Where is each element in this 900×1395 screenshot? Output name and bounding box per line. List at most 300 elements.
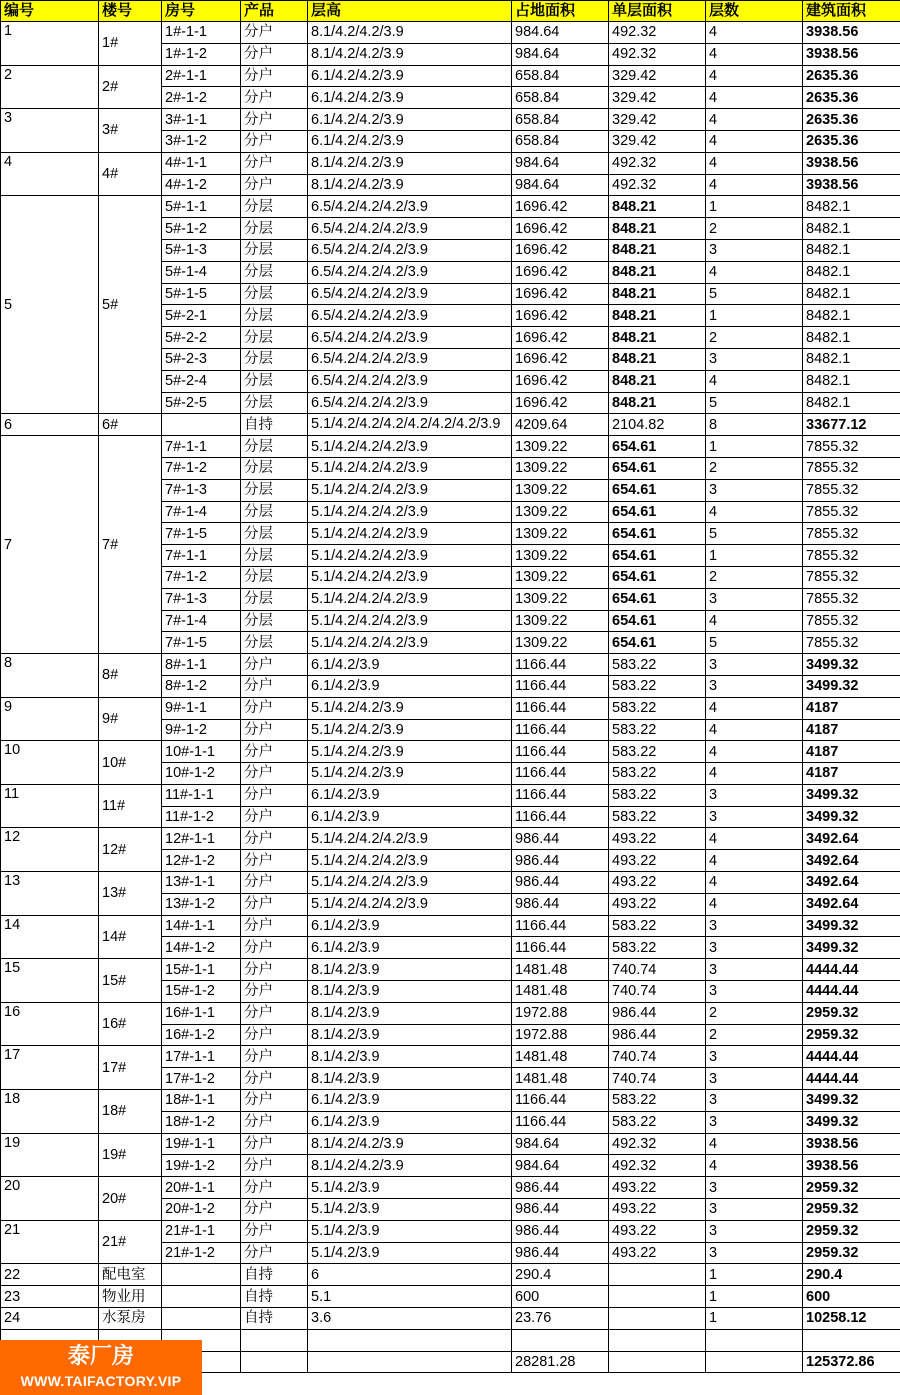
cell-room: 7#-1-1 xyxy=(162,545,241,567)
cell-product: 自持 xyxy=(241,1286,308,1308)
cell-floors: 3 xyxy=(706,1046,803,1068)
cell-product: 分层 xyxy=(241,218,308,240)
cell-floor-height: 6.5/4.2/4.2/4.2/3.9 xyxy=(308,283,512,305)
cell-floor-area: 848.21 xyxy=(609,283,706,305)
header-room: 房号 xyxy=(162,1,241,22)
cell-floor-area: 654.61 xyxy=(609,632,706,654)
cell-land-area: 1696.42 xyxy=(512,348,609,370)
cell-building-area: 8482.1 xyxy=(803,348,900,370)
cell-building-area: 3938.56 xyxy=(803,22,900,44)
cell-product: 分户 xyxy=(241,1002,308,1024)
cell-floor-height: 5.1/4.2/3.9 xyxy=(308,1220,512,1242)
cell-floor-area: 654.61 xyxy=(609,523,706,545)
cell-land-area: 1309.22 xyxy=(512,588,609,610)
cell-land-area: 658.84 xyxy=(512,130,609,152)
cell-building-area: 7855.32 xyxy=(803,610,900,632)
table-row xyxy=(1,784,900,806)
cell-product: 分户 xyxy=(241,1242,308,1264)
cell-land-area: 1481.48 xyxy=(512,959,609,981)
cell-building-area: 4444.44 xyxy=(803,1046,900,1068)
cell-building-area: 7855.32 xyxy=(803,436,900,458)
cell-floor-area: 2104.82 xyxy=(609,414,706,436)
cell-product: 分户 xyxy=(241,1090,308,1112)
cell-floors: 3 xyxy=(706,937,803,959)
cell-building-area: 3499.32 xyxy=(803,784,900,806)
cell-floor-height: 5.1/4.2/4.2/4.2/4.2/4.2/4.2/3.9 xyxy=(308,414,512,436)
cell-floors: 4 xyxy=(706,872,803,894)
cell-building: 3# xyxy=(99,109,162,153)
cell-product: 分户 xyxy=(241,654,308,676)
cell-building-area: 3499.32 xyxy=(803,806,900,828)
cell-floor-height: 5.1/4.2/4.2/3.9 xyxy=(308,697,512,719)
cell-floor-height: 5.1/4.2/4.2/3.9 xyxy=(308,741,512,763)
cell-no: 13 xyxy=(1,872,99,916)
cell-floor-height: 8.1/4.2/4.2/3.9 xyxy=(308,22,512,44)
cell-floor-height: 6 xyxy=(308,1264,512,1286)
cell-product: 自持 xyxy=(241,1264,308,1286)
cell-floor-height: 6.1/4.2/3.9 xyxy=(308,806,512,828)
cell-floor-area: 583.22 xyxy=(609,937,706,959)
cell-product: 分层 xyxy=(241,566,308,588)
table-row xyxy=(1,1220,900,1242)
cell-floor-height: 5.1/4.2/4.2/4.2/3.9 xyxy=(308,457,512,479)
cell-floor-height: 8.1/4.2/3.9 xyxy=(308,1068,512,1090)
cell-product: 分户 xyxy=(241,763,308,785)
cell-land-area: 984.64 xyxy=(512,1155,609,1177)
cell-floor-area xyxy=(609,1308,706,1330)
cell-floor-height: 6.5/4.2/4.2/4.2/3.9 xyxy=(308,370,512,392)
cell-building: 物业用 xyxy=(99,1286,162,1308)
cell-building-area: 3499.32 xyxy=(803,675,900,697)
cell-land-area: 1309.22 xyxy=(512,457,609,479)
cell-floor-height: 8.1/4.2/4.2/3.9 xyxy=(308,1133,512,1155)
cell-floors: 3 xyxy=(706,588,803,610)
cell-no: 19 xyxy=(1,1133,99,1177)
cell-room: 20#-1-2 xyxy=(162,1199,241,1221)
cell-land-area: 1166.44 xyxy=(512,654,609,676)
cell-floors: 1 xyxy=(706,196,803,218)
cell-floor-height: 6.5/4.2/4.2/4.2/3.9 xyxy=(308,218,512,240)
table-row xyxy=(1,654,900,676)
table-row xyxy=(1,1286,900,1308)
cell-no: 22 xyxy=(1,1264,99,1286)
cell-floor-height: 6.1/4.2/3.9 xyxy=(308,1090,512,1112)
cell-floor-area xyxy=(609,1264,706,1286)
cell-floors: 1 xyxy=(706,1308,803,1330)
cell-no: 17 xyxy=(1,1046,99,1090)
cell-building: 12# xyxy=(99,828,162,872)
cell-building-area: 3492.64 xyxy=(803,893,900,915)
cell-building-area: 2959.32 xyxy=(803,1199,900,1221)
cell-no: 12 xyxy=(1,828,99,872)
cell-land-area: 290.4 xyxy=(512,1264,609,1286)
cell-no: 4 xyxy=(1,152,99,196)
cell-land-area: 23.76 xyxy=(512,1308,609,1330)
cell-floors: 3 xyxy=(706,1068,803,1090)
cell-building-area: 2959.32 xyxy=(803,1177,900,1199)
cell-building: 1# xyxy=(99,22,162,66)
cell-floors: 2 xyxy=(706,218,803,240)
cell-building-area: 4187 xyxy=(803,697,900,719)
cell-floor-area: 654.61 xyxy=(609,588,706,610)
cell-land-area: 986.44 xyxy=(512,872,609,894)
cell-land-area: 986.44 xyxy=(512,1177,609,1199)
cell-building-area: 3938.56 xyxy=(803,43,900,65)
cell-land-area: 986.44 xyxy=(512,828,609,850)
cell-land-area: 1309.22 xyxy=(512,632,609,654)
cell-floors: 5 xyxy=(706,632,803,654)
table-row xyxy=(1,152,900,174)
cell-floor-height: 6.5/4.2/4.2/4.2/3.9 xyxy=(308,239,512,261)
cell-product: 分户 xyxy=(241,174,308,196)
cell-product: 分层 xyxy=(241,327,308,349)
cell-no: 15 xyxy=(1,959,99,1003)
cell-no: 20 xyxy=(1,1177,99,1221)
cell-floor-height: 6.1/4.2/3.9 xyxy=(308,784,512,806)
cell-floor-area: 493.22 xyxy=(609,1177,706,1199)
cell-product: 分层 xyxy=(241,196,308,218)
cell-room: 16#-1-1 xyxy=(162,1002,241,1024)
cell-floors xyxy=(706,1351,803,1373)
cell-product: 分户 xyxy=(241,915,308,937)
cell-building-area: 7855.32 xyxy=(803,501,900,523)
cell-no: 9 xyxy=(1,697,99,741)
cell-building-area: 8482.1 xyxy=(803,327,900,349)
cell-building: 4# xyxy=(99,152,162,196)
header-row xyxy=(1,1,900,22)
cell-building-area: 4444.44 xyxy=(803,1068,900,1090)
cell-floor-area: 654.61 xyxy=(609,501,706,523)
cell-floor-area: 848.21 xyxy=(609,196,706,218)
cell-product: 分层 xyxy=(241,545,308,567)
cell-floor-height: 5.1/4.2/4.2/4.2/3.9 xyxy=(308,566,512,588)
cell-floor-area: 329.42 xyxy=(609,87,706,109)
cell-no: 5 xyxy=(1,196,99,414)
cell-floor-area: 329.42 xyxy=(609,130,706,152)
cell-floor-height: 5.1/4.2/4.2/4.2/3.9 xyxy=(308,828,512,850)
cell-land-area: 1309.22 xyxy=(512,479,609,501)
cell-floors: 4 xyxy=(706,370,803,392)
cell-floor-height: 5.1/4.2/4.2/4.2/3.9 xyxy=(308,436,512,458)
cell-room: 7#-1-4 xyxy=(162,501,241,523)
cell-building-area: 8482.1 xyxy=(803,392,900,414)
cell-land-area: 1166.44 xyxy=(512,719,609,741)
cell-product: 分户 xyxy=(241,872,308,894)
cell-land-area: 4209.64 xyxy=(512,414,609,436)
cell-building: 9# xyxy=(99,697,162,741)
cell-product xyxy=(241,1329,308,1351)
cell-floor-area: 583.22 xyxy=(609,1111,706,1133)
cell-product xyxy=(241,1351,308,1373)
cell-no: 2 xyxy=(1,65,99,109)
cell-no: 7 xyxy=(1,436,99,654)
cell-building: 6# xyxy=(99,414,162,436)
cell-floors: 3 xyxy=(706,239,803,261)
cell-building-area: 8482.1 xyxy=(803,196,900,218)
cell-floors: 4 xyxy=(706,22,803,44)
cell-land-area: 1166.44 xyxy=(512,784,609,806)
cell-floors: 4 xyxy=(706,501,803,523)
cell-product: 分户 xyxy=(241,1133,308,1155)
cell-floor-area xyxy=(609,1329,706,1351)
cell-floor-area: 583.22 xyxy=(609,654,706,676)
cell-no: 18 xyxy=(1,1090,99,1134)
cell-land-area: 1696.42 xyxy=(512,218,609,240)
cell-room: 5#-2-3 xyxy=(162,348,241,370)
cell-building-area: 125372.86 xyxy=(803,1351,900,1373)
cell-room: 14#-1-2 xyxy=(162,937,241,959)
cell-building-area: 2635.36 xyxy=(803,87,900,109)
cell-land-area: 1166.44 xyxy=(512,915,609,937)
cell-building: 16# xyxy=(99,1002,162,1046)
cell-building: 20# xyxy=(99,1177,162,1221)
cell-no: 10 xyxy=(1,741,99,785)
cell-building-area: 600 xyxy=(803,1286,900,1308)
table-row xyxy=(1,1177,900,1199)
cell-building-area: 4444.44 xyxy=(803,981,900,1003)
cell-floors: 3 xyxy=(706,1220,803,1242)
cell-room: 1#-1-1 xyxy=(162,22,241,44)
cell-floors: 3 xyxy=(706,348,803,370)
cell-building-area: 7855.32 xyxy=(803,523,900,545)
cell-floor-area: 493.22 xyxy=(609,1242,706,1264)
cell-floor-area: 583.22 xyxy=(609,719,706,741)
cell-product: 分户 xyxy=(241,1177,308,1199)
cell-no: 16 xyxy=(1,1002,99,1046)
cell-land-area: 658.84 xyxy=(512,109,609,131)
cell-room: 7#-1-5 xyxy=(162,632,241,654)
cell-land-area: 1309.22 xyxy=(512,501,609,523)
cell-building-area: 2959.32 xyxy=(803,1242,900,1264)
cell-building-area: 4187 xyxy=(803,719,900,741)
cell-floors: 4 xyxy=(706,1133,803,1155)
cell-floor-height: 6.5/4.2/4.2/4.2/3.9 xyxy=(308,327,512,349)
cell-floor-area xyxy=(609,1286,706,1308)
cell-floor-area: 848.21 xyxy=(609,392,706,414)
cell-floors: 1 xyxy=(706,436,803,458)
cell-room: 19#-1-2 xyxy=(162,1155,241,1177)
cell-floor-area: 848.21 xyxy=(609,261,706,283)
cell-room: 17#-1-1 xyxy=(162,1046,241,1068)
cell-floor-height: 6.5/4.2/4.2/4.2/3.9 xyxy=(308,348,512,370)
cell-building-area: 7855.32 xyxy=(803,457,900,479)
cell-room: 14#-1-1 xyxy=(162,915,241,937)
cell-floor-area: 740.74 xyxy=(609,959,706,981)
cell-floor-height: 6.1/4.2/4.2/3.9 xyxy=(308,130,512,152)
cell-building: 15# xyxy=(99,959,162,1003)
cell-floor-area: 583.22 xyxy=(609,697,706,719)
cell-land-area: 986.44 xyxy=(512,1220,609,1242)
cell-room: 21#-1-2 xyxy=(162,1242,241,1264)
cell-room: 2#-1-2 xyxy=(162,87,241,109)
header-no: 编号 xyxy=(1,1,99,22)
cell-land-area: 1166.44 xyxy=(512,937,609,959)
cell-land-area: 984.64 xyxy=(512,1133,609,1155)
cell-room: 18#-1-1 xyxy=(162,1090,241,1112)
cell-floor-area: 493.22 xyxy=(609,1199,706,1221)
cell-building-area: 8482.1 xyxy=(803,261,900,283)
cell-building-area: 3492.64 xyxy=(803,872,900,894)
table-row xyxy=(1,1002,900,1024)
cell-room: 5#-1-4 xyxy=(162,261,241,283)
cell-floors: 3 xyxy=(706,806,803,828)
cell-product: 分户 xyxy=(241,697,308,719)
cell-floors: 8 xyxy=(706,414,803,436)
cell-floors: 3 xyxy=(706,915,803,937)
cell-product: 分层 xyxy=(241,588,308,610)
cell-land-area: 1166.44 xyxy=(512,675,609,697)
table-row xyxy=(1,1133,900,1155)
cell-room: 10#-1-2 xyxy=(162,763,241,785)
cell-floor-area: 492.32 xyxy=(609,43,706,65)
header-floors: 层数 xyxy=(706,1,803,22)
cell-floor-area: 986.44 xyxy=(609,1002,706,1024)
cell-room: 8#-1-2 xyxy=(162,675,241,697)
cell-floor-area: 740.74 xyxy=(609,1046,706,1068)
cell-product: 分层 xyxy=(241,501,308,523)
cell-floor-height: 8.1/4.2/3.9 xyxy=(308,1002,512,1024)
cell-product: 分户 xyxy=(241,43,308,65)
cell-land-area: 984.64 xyxy=(512,152,609,174)
cell-room: 7#-1-3 xyxy=(162,588,241,610)
cell-building-area: 3938.56 xyxy=(803,1155,900,1177)
cell-building-area: 3938.56 xyxy=(803,152,900,174)
cell-product: 分户 xyxy=(241,109,308,131)
cell-building: 7# xyxy=(99,436,162,654)
table-row xyxy=(1,22,900,44)
cell-building-area: 3499.32 xyxy=(803,1111,900,1133)
cell-building-area: 2959.32 xyxy=(803,1220,900,1242)
table-row xyxy=(1,959,900,981)
cell-no: 8 xyxy=(1,654,99,698)
cell-room: 16#-1-2 xyxy=(162,1024,241,1046)
cell-floor-height: 8.1/4.2/3.9 xyxy=(308,1024,512,1046)
cell-building-area xyxy=(803,1329,900,1351)
header-product: 产品 xyxy=(241,1,308,22)
cell-land-area: 1696.42 xyxy=(512,239,609,261)
cell-building-area: 3938.56 xyxy=(803,1133,900,1155)
cell-floors: 1 xyxy=(706,305,803,327)
cell-product: 分户 xyxy=(241,65,308,87)
table-row xyxy=(1,436,900,458)
cell-land-area: 658.84 xyxy=(512,65,609,87)
cell-floor-area: 848.21 xyxy=(609,370,706,392)
cell-building-area: 7855.32 xyxy=(803,566,900,588)
cell-building-area: 3492.64 xyxy=(803,850,900,872)
cell-floor-area: 848.21 xyxy=(609,218,706,240)
cell-floors: 5 xyxy=(706,392,803,414)
cell-room: 11#-1-2 xyxy=(162,806,241,828)
cell-floor-height: 8.1/4.2/3.9 xyxy=(308,981,512,1003)
cell-room: 12#-1-2 xyxy=(162,850,241,872)
cell-floor-height xyxy=(308,1351,512,1373)
cell-floor-area: 583.22 xyxy=(609,915,706,937)
cell-floor-height: 8.1/4.2/4.2/3.9 xyxy=(308,1155,512,1177)
cell-land-area: 1309.22 xyxy=(512,610,609,632)
cell-room xyxy=(162,414,241,436)
cell-product: 分层 xyxy=(241,348,308,370)
cell-floor-height: 6.1/4.2/4.2/3.9 xyxy=(308,87,512,109)
cell-floor-area: 493.22 xyxy=(609,1220,706,1242)
cell-building-area: 2635.36 xyxy=(803,130,900,152)
cell-land-area: 1166.44 xyxy=(512,806,609,828)
cell-land-area: 1696.42 xyxy=(512,370,609,392)
cell-land-area: 28281.28 xyxy=(512,1351,609,1373)
cell-floor-height: 5.1/4.2/4.2/4.2/3.9 xyxy=(308,893,512,915)
cell-product: 分层 xyxy=(241,479,308,501)
cell-floor-area: 492.32 xyxy=(609,1133,706,1155)
cell-floor-height: 6.5/4.2/4.2/4.2/3.9 xyxy=(308,305,512,327)
cell-floors: 4 xyxy=(706,697,803,719)
cell-floor-height: 8.1/4.2/4.2/3.9 xyxy=(308,43,512,65)
cell-floors: 3 xyxy=(706,959,803,981)
cell-room: 7#-1-1 xyxy=(162,436,241,458)
cell-room xyxy=(162,1286,241,1308)
cell-product: 自持 xyxy=(241,414,308,436)
cell-product: 分户 xyxy=(241,87,308,109)
cell-room: 12#-1-1 xyxy=(162,828,241,850)
cell-building-area: 8482.1 xyxy=(803,370,900,392)
cell-floor-height: 5.1/4.2/4.2/4.2/3.9 xyxy=(308,523,512,545)
cell-product: 分层 xyxy=(241,632,308,654)
cell-floor-area: 493.22 xyxy=(609,893,706,915)
table-row xyxy=(1,741,900,763)
cell-floors xyxy=(706,1329,803,1351)
cell-building-area: 33677.12 xyxy=(803,414,900,436)
cell-product: 分户 xyxy=(241,22,308,44)
header-floor-area: 单层面积 xyxy=(609,1,706,22)
cell-room: 3#-1-1 xyxy=(162,109,241,131)
cell-room: 21#-1-1 xyxy=(162,1220,241,1242)
cell-room: 8#-1-1 xyxy=(162,654,241,676)
cell-building-area: 3499.32 xyxy=(803,1090,900,1112)
cell-floor-height: 6.1/4.2/4.2/3.9 xyxy=(308,65,512,87)
table-row xyxy=(1,1090,900,1112)
cell-floor-area: 583.22 xyxy=(609,1090,706,1112)
table-row xyxy=(1,872,900,894)
cell-building: 19# xyxy=(99,1133,162,1177)
cell-floor-area: 654.61 xyxy=(609,436,706,458)
cell-land-area: 1696.42 xyxy=(512,392,609,414)
cell-floors: 1 xyxy=(706,1264,803,1286)
cell-room: 7#-1-2 xyxy=(162,566,241,588)
watermark-title: 泰厂房 xyxy=(67,1344,134,1369)
cell-product: 分层 xyxy=(241,305,308,327)
cell-floor-area: 492.32 xyxy=(609,152,706,174)
cell-floor-height: 6.5/4.2/4.2/4.2/3.9 xyxy=(308,392,512,414)
cell-room: 7#-1-3 xyxy=(162,479,241,501)
cell-floor-height: 6.1/4.2/3.9 xyxy=(308,1111,512,1133)
cell-floor-area: 848.21 xyxy=(609,305,706,327)
cell-room: 7#-1-5 xyxy=(162,523,241,545)
cell-floors: 2 xyxy=(706,457,803,479)
cell-building-area: 4187 xyxy=(803,763,900,785)
cell-floor-height: 8.1/4.2/4.2/3.9 xyxy=(308,174,512,196)
cell-no: 23 xyxy=(1,1286,99,1308)
cell-land-area: 1309.22 xyxy=(512,545,609,567)
table-row xyxy=(1,697,900,719)
cell-room: 5#-1-3 xyxy=(162,239,241,261)
header-land-area: 占地面积 xyxy=(512,1,609,22)
cell-floor-height: 5.1/4.2/4.2/4.2/3.9 xyxy=(308,632,512,654)
cell-floor-height: 8.1/4.2/3.9 xyxy=(308,959,512,981)
cell-floor-height: 5.1/4.2/4.2/4.2/3.9 xyxy=(308,872,512,894)
cell-floors: 5 xyxy=(706,283,803,305)
cell-building: 17# xyxy=(99,1046,162,1090)
cell-floor-area: 583.22 xyxy=(609,675,706,697)
cell-floors: 3 xyxy=(706,675,803,697)
cell-building-area: 7855.32 xyxy=(803,588,900,610)
